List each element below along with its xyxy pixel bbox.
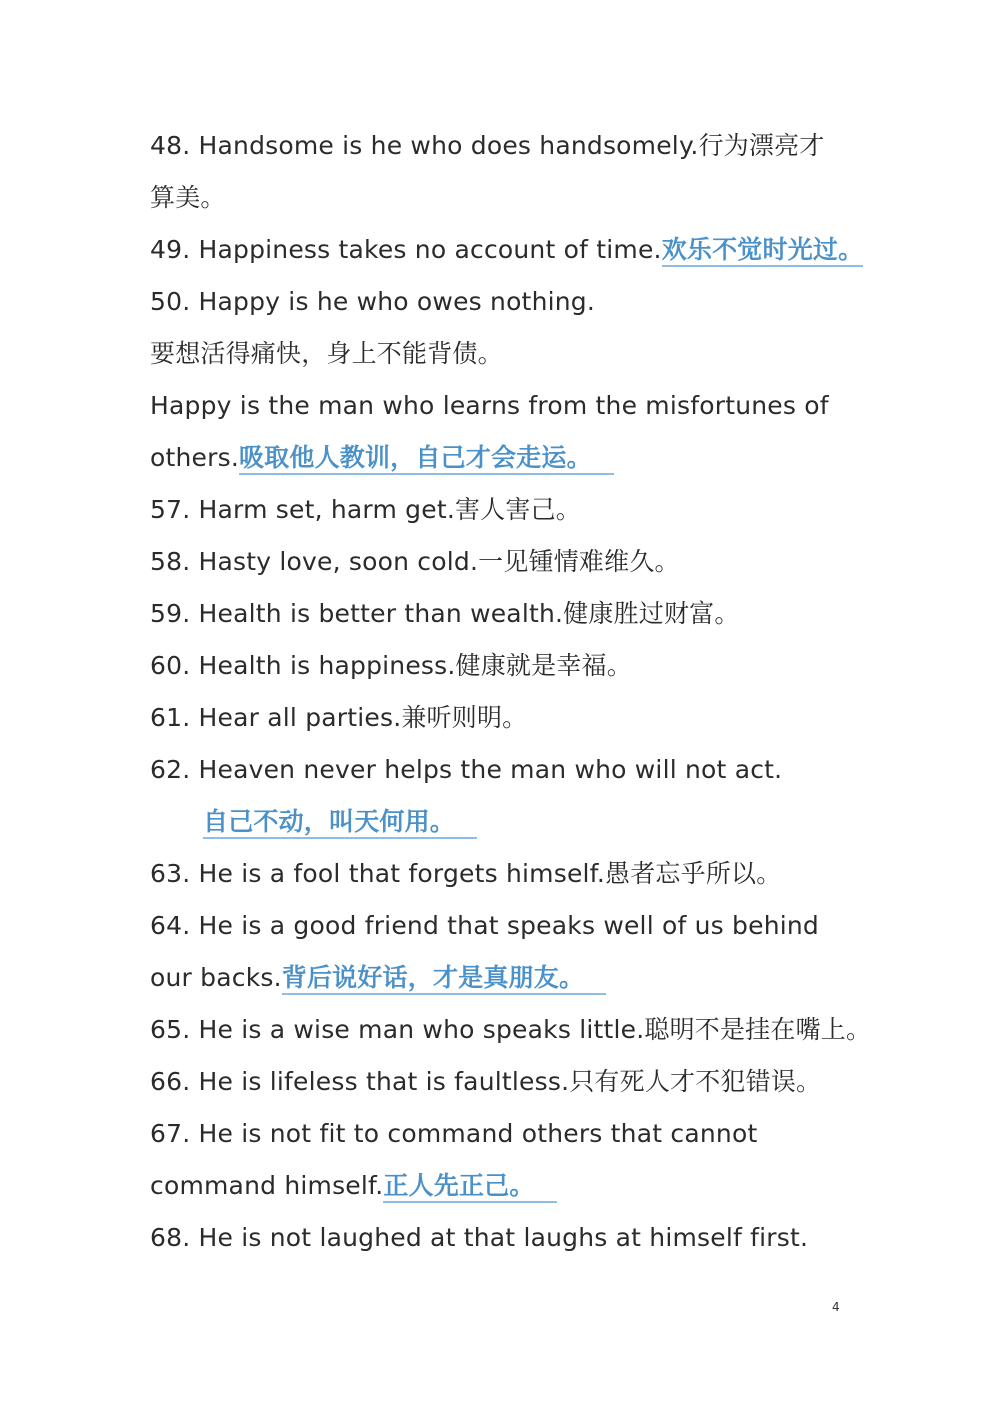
line-text: command himself. [150,1171,384,1200]
line-text: 63. He is a fool that forgets himself.愚者忘乎所以。 [150,859,782,888]
line-text: 59. Health is better than wealth.健康胜过财富。 [150,599,740,628]
line-text: others. [150,443,239,472]
highlighted-translation: 欢乐不觉时光过。 [662,235,864,267]
proverb-line [150,224,910,276]
line-text: 48. Handsome is he who does handsomely.行为漂亮才 [150,131,825,160]
proverb-line [150,588,910,640]
line-text: 62. Heaven never helps the man who will not act. [150,755,783,784]
proverb-line [150,536,910,588]
proverb-line [150,848,910,900]
line-text: 57. Harm set, harm get.害人害己。 [150,495,581,524]
proverb-line [150,1004,910,1056]
proverb-line [150,276,910,328]
proverb-list [150,120,910,1264]
proverb-line [150,1212,910,1264]
line-text: 49. Happiness takes no account of time. [150,235,662,264]
line-text: 58. Hasty love, soon cold.一见锺情难维久。 [150,547,680,576]
line-text: 算美。 [150,183,226,212]
line-text: 要想活得痛快，身上不能背债。 [150,339,503,368]
proverb-line [150,796,910,848]
highlighted-translation: 背后说好话，才是真朋友。 [282,963,606,995]
proverb-line [150,328,910,380]
line-text: 65. He is a wise man who speaks little.聪明不是挂在嘴上。 [150,1015,872,1044]
proverb-line [150,900,910,952]
proverb-line [150,952,910,1004]
line-text: 61. Hear all parties.兼听则明。 [150,703,528,732]
proverb-line [150,744,910,796]
page-number: 4 [832,1300,840,1314]
highlighted-translation: 自己不动，叫天何用。 [203,807,477,839]
proverb-line [150,432,910,484]
highlighted-translation: 吸取他人教训，自己才会走运。 [239,443,614,475]
proverb-line [150,120,910,172]
line-text: our backs. [150,963,282,992]
line-text: 67. He is not fit to command others that cannot [150,1119,758,1148]
proverb-line [150,484,910,536]
proverb-line [150,172,910,224]
line-text: 50. Happy is he who owes nothing. [150,287,596,316]
proverb-line [150,1056,910,1108]
highlighted-translation: 正人先正己。 [383,1171,556,1203]
line-text: 64. He is a good friend that speaks well of us behind [150,911,819,940]
proverb-line [150,640,910,692]
line-text: 68. He is not laughed at that laughs at himself first. [150,1223,809,1252]
line-text: Happy is the man who learns from the misfortunes of [150,391,829,420]
proverb-line [150,1160,910,1212]
proverb-line [150,380,910,432]
proverb-line [150,1108,910,1160]
proverb-line [150,692,910,744]
line-text: 66. He is lifeless that is faultless.只有死人才不犯错误。 [150,1067,822,1096]
line-text: 60. Health is happiness.健康就是幸福。 [150,651,632,680]
